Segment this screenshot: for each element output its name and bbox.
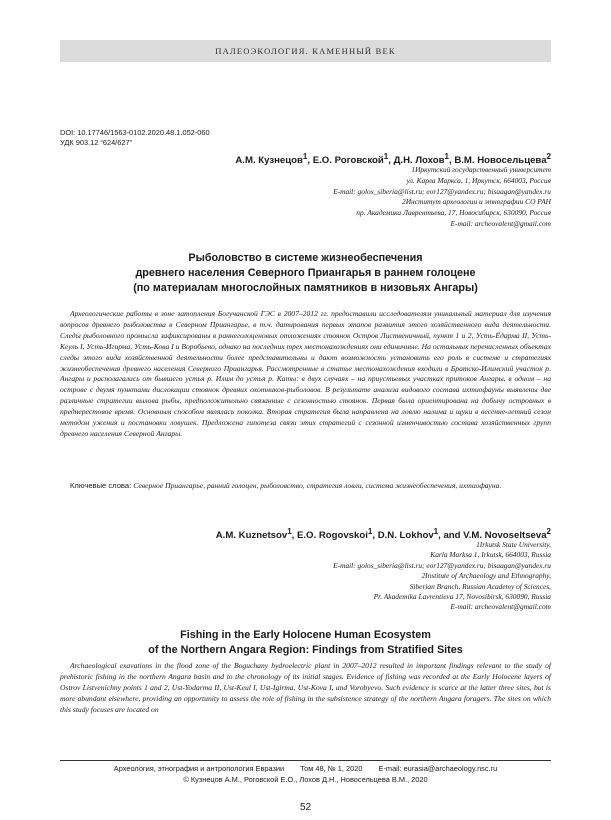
section-header (60, 40, 551, 62)
section-title: ПАЛЕОЭКОЛОГИЯ. КАМЕННЫЙ ВЕК (215, 46, 396, 56)
keywords-ru (60, 481, 551, 492)
author: А.М. Кузнецов$^1$ (235, 152, 308, 167)
affiliation-line: E-mail: golos_siberia@list.ru; eor127@yandex.ru; bisaagan@yandex.ru (333, 560, 551, 570)
affiliation-line: ул. Карла Маркса, 1, Иркутск, 664003, Россия (406, 175, 551, 185)
affiliations-ru (131, 165, 551, 230)
affiliation-line: E-mail: archeovalent@gmail.com (450, 218, 551, 228)
authors-ru: А.М. Кузнецов$^1$, Е.О. Роговской$^1$, Д.Н. Лохов$^1$, В.М. Новосельцева$^2$ (235, 152, 551, 167)
author: A.M. Kuznetsov$^1$ (215, 527, 292, 542)
affiliation-line: Karla Marksa 1, Irkutsk, 664003, Russia (430, 550, 551, 560)
affiliation-line: E-mail: golos_siberia@list.ru; eor127@yandex.ru; bisaagan@yandex.ru (333, 186, 551, 196)
author: V.M. Novoseltseva$^2$ (463, 527, 551, 542)
journal-name: Археология, этнография и антропология Евразии (113, 764, 285, 773)
author: D.N. Lokhov$^1$ (377, 527, 439, 542)
affiliation-line: 1Irkutsk State University, (476, 540, 551, 549)
journal-year: 2020 (346, 764, 363, 773)
author: Д.Н. Лохов$^1$ (393, 152, 449, 167)
affiliation-line: Siberian Branch, Russian Academy of Sciences, (409, 581, 551, 591)
authors-en: A.M. Kuznetsov$^1$, E.O. Rogovskoi$^1$, D.N. Lokhov$^1$, and V.M. Novoseltseva$^2$ (215, 527, 551, 542)
affiliation-line: E-mail: archeovalent@gmail.com (450, 602, 551, 612)
abstract-en: Archaeological exavations in the flood zone of the Boguchany hydroelectric plant in 2007–2012 resulted in important findings relevant to the study of prehistoric fishing in the northern Angara basin and to the chronology of its initial stages. Evidence of fishing was recorded at the Early Holocene layers of Ostrov Listvenichny points 1 and 2, Ust-Yodarma II, Ust-Keul I, Ust-Igirma, Ust-Kova I, and Vorobyevo. Such evidence is scarce at the latter three sites, but is more abundant elsewhere, providing an opportunity to assess the role of fishing in the subsistence strategy of the northern Angara foragers. The sites on which this study focuses are located on (60, 661, 551, 714)
journal-email: E-mail: eurasia@archaeology.nsc.ru (378, 764, 498, 773)
article-title-ru (60, 251, 551, 296)
affiliation-line: 1Иркутский государственный университет (411, 165, 551, 174)
title-line: Рыболовство в системе жизнеобеспечения (188, 252, 423, 264)
footer-divider (60, 760, 551, 761)
journal-info (60, 764, 551, 774)
affiliations-en (131, 540, 551, 613)
keywords-text: Северное Приангарье, ранний голоцен, рыболовство, стратегия ловли, система жизнеобеспечения, ихтиофауна. (133, 481, 502, 490)
affiliation-line: 2Institute of Archaeology and Ethnography, (421, 571, 551, 581)
udk: УДК 903.12 “624/627” (60, 138, 133, 147)
affiliation-line: пр. Академика Лаврентьева, 17, Новосибирск, 630090, Россия (356, 208, 551, 218)
affiliation-line: 2Институт археологии и этнографии СО РАН (402, 197, 551, 207)
author: E.O. Rogovskoi$^1$ (296, 527, 373, 542)
keywords-label: Ключевые слова: (70, 481, 132, 490)
identifiers (60, 128, 210, 148)
abstract-ru: Археологические работы в зоне затопления Богучанской ГЭС в 2007–2012 гг. предоставили исследователям уникальный материал для изучения вопросов древнего рыболовства в Северном Приангарье, в т.ч. датирования первых этапов развития этого хозяйственного вида деятельности. Следы рыболовного промысла зафиксированы в раннеголоценовых отложениях стоянок Остров Лиственичный, пункт 1 и 2, Усть-Ёдарма II, Усть-Кеуль I, Усть-Игирма, Усть-Кова I и Воробьево, однако на последних трех местонахождениях они единичные. На остальных перечисленных объектах следы этого вида хозяйственной деятельности более представительны и дают возможность установить его роль в системе и стратегиях жизнеобеспечения древнего населения Северного Приангарья. Рассмотренные в статье местонахождения входили в Братско-Илимский участок р. Ангары и располагались от бывшего устья р. Илим до устья р. Каты: в двух случаях – на приустьевых участках притоков Ангары, в одном – на острове с двумя пунктами дислокации стоянок древних охотников-рыболовов. В результате анализа видового состава ихтиофауны выявлены две различные стратегии вылова рыбы, предположительно связанные с сезонностью стоянок. Первая была ориентирована на добычу островных в преднерестовое время. Основным способом являлась поколка. Вторая стратегия была направлена на ловлю налима и щуки в весенне-летний сезон методом ужения и постановки ловушек. Предложена гипотеза связи этих стратегий с сезонной изменчивостью состава хозяйственных групп древнего населения Северной Ангары. (60, 309, 551, 438)
title-line: of the Northern Angara Region: Findings from Stratified Sites (148, 644, 463, 656)
doi: DOI: 10.17746/1563-0102.2020.48.1.052-060 (60, 128, 210, 137)
author: Е.О. Роговской$^1$ (312, 152, 389, 167)
journal-volume: Том 48, (300, 764, 326, 773)
article-title-en (60, 628, 551, 658)
journal-issue: № 1, (327, 764, 344, 773)
copyright: © Кузнецов А.М., Роговской Е.О., Лохов Д.Н., Новосельцева В.М., 2020 (183, 775, 428, 784)
title-line: (по материалам многослойных памятников в низовьях Ангары) (133, 282, 478, 294)
affiliation-line: Pr. Akademika Lavrentieva 17, Novosibirsk, 630090, Russia (373, 592, 551, 602)
title-line: древнего населения Северного Приангарья в раннем голоцене (135, 267, 476, 279)
author: В.М. Новосельцева$^2$ (454, 152, 551, 167)
page-number: 52 (299, 802, 312, 813)
title-line: Fishing in the Early Holocene Human Ecosystem (180, 629, 431, 641)
